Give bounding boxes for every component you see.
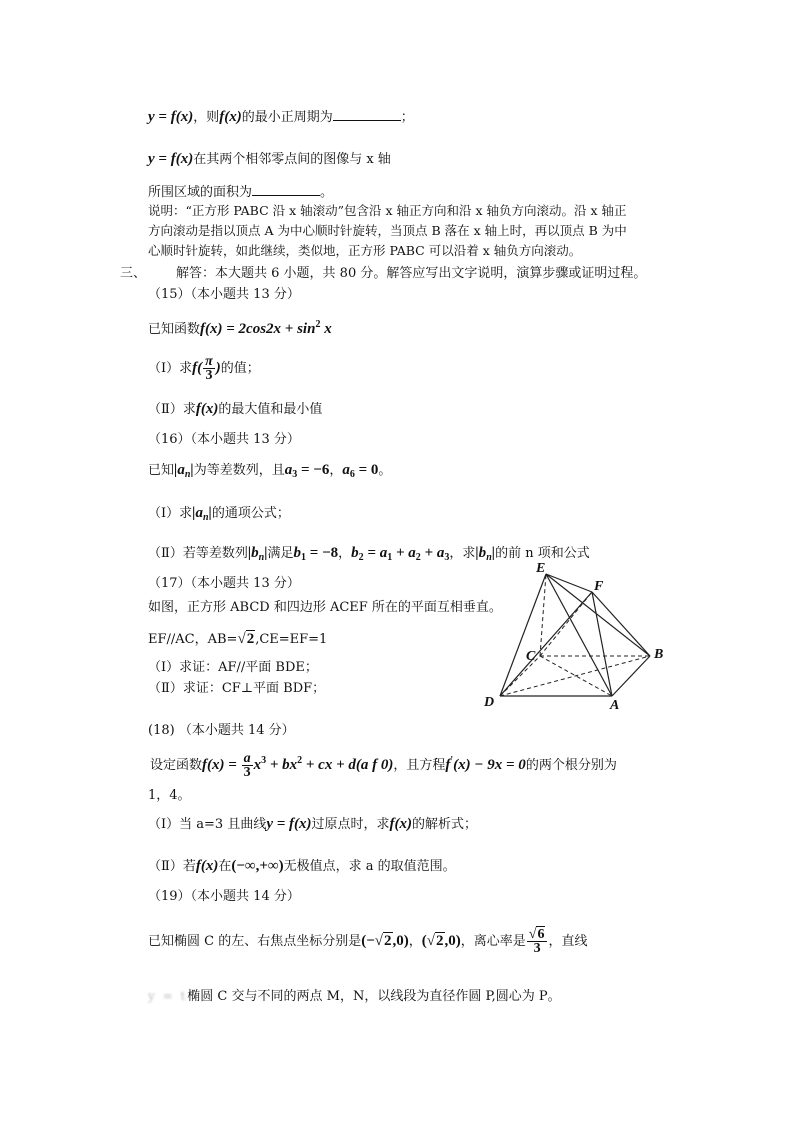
q19-line-2: y = t椭圆 C 交与不同的两点 M，N，以线段为直径作圆 P,圆心为 P。 [148,986,561,1007]
fraction-a-over-3: $\frac{a}{3}$ [243,751,251,780]
line-period: y = f(x)，则f(x)的最小正周期为 ； [148,106,414,128]
q18-part-i: （Ⅰ）当 a=3 且曲线y = f(x)过原点时，求f(x)的解析式； [148,816,478,832]
q15-part-i: （Ⅰ）求f( $\frac{\pi}{3}$ )的值； [148,354,260,383]
edge-E-F [546,574,592,592]
q15-intro: 已知函数$f(x) = 2\cos 2x + \sin^2 x$ [148,319,332,337]
q17-given: EF//AC，AB=√2,CE=EF=1 [148,631,328,647]
q18-part-ii: （Ⅱ）若f(x)在(−∞,+∞)无极值点，求 a 的取值范围。 [148,858,456,874]
answer-blank [333,106,401,121]
q19-heading: （19）（本小题共 14 分） [148,889,300,904]
solid-geometry-figure [478,562,678,710]
answer-blank [252,181,320,196]
note-line-1: 说明：“正方形 PABC 沿 x 轴滚动”包含沿 x 轴正方向和沿 x 轴负方向滚动。沿 x 轴正 [148,203,627,218]
note-line-3: 心顺时针旋转，如此继续，类似地，正方形 PABC 可以沿着 x 轴负方向滚动。 [148,243,582,258]
edge-C-F [540,592,592,656]
blurred-equation: y = t [148,989,188,1003]
q16-part-ii: （Ⅱ）若等差数列$|b_n|$满足$b_1 = -8$，$b_2 = a_1 + a_2 + a_3$，求$|b_n|$的前 n 项和公式 [148,545,590,563]
label-A: A [610,698,620,710]
q18-heading: (18) （本小题共 14 分） [148,723,295,738]
label-F: F [594,579,604,594]
q16-part-i: （Ⅰ）求$|a_n|$的通项公式； [148,505,290,523]
edge-E-D [500,574,546,696]
q19-intro: 已知椭圆 C 的左、右焦点坐标分别是(−√2,0)，(√2,0)，离心率是 $\frac{√6}{3}$ ，直线 [148,927,588,956]
q15-heading: （15）（本小题共 13 分） [148,287,300,302]
edge-A-B [612,656,650,696]
label-C: C [526,649,536,664]
label-E: E [536,562,546,576]
q17-intro: 如图，正方形 ABCD 和四边形 ACEF 所在的平面互相垂直。 [148,600,502,615]
edge-F-A [592,592,612,696]
label-D: D [484,695,495,710]
fraction-sqrt6-over-3: $\frac{√6}{3}$ [527,928,548,955]
q16-heading: （16）（本小题共 13 分） [148,432,300,447]
q17-part-i: （Ⅰ）求证：AF//平面 BDE； [148,660,318,675]
q15-part-ii: （Ⅱ）求f(x)的最大值和最小值 [148,401,323,417]
label-B: B [654,647,664,662]
q18-intro: 设定函数f(x) = $\frac{a}{3}$ $x^3 + bx^2$ + cx + d(a f 0)，且方程f'(x) − 9x = 0的两个根分别为 [150,751,617,780]
section-three-heading: 解答：本大题共 6 小题，共 80 分。解答应写出文字说明，演算步骤或证明过程。 [176,266,647,281]
line-area: 所围区域的面积为 。 [148,181,333,203]
fraction-pi-over-3: $\frac{\pi}{3}$ [205,354,213,383]
section-three-number: 三、 [120,266,147,281]
edge-F-B [592,592,650,656]
q17-heading: （17）（本小题共 13 分） [148,576,300,591]
edge-D-F [500,592,592,696]
q18-roots: 1，4。 [148,788,191,803]
q17-part-ii: （Ⅱ）求证：CF⊥平面 BDF； [148,681,326,696]
math-y-eq-fx: y = f(x) [148,109,194,125]
q16-intro: 已知$|a_n|$为等差数列，且$a_3 = -6$，$a_6 = 0$。 [148,462,392,480]
note-line-2: 方向滚动是指以顶点 A 为中心顺时针旋转，当顶点 B 落在 x 轴上时，再以顶点 B 为中 [148,223,627,238]
line-zero-points: y = f(x)在其两个相邻零点间的图像与 x 轴 [148,151,391,167]
edge-D-B [500,656,650,696]
